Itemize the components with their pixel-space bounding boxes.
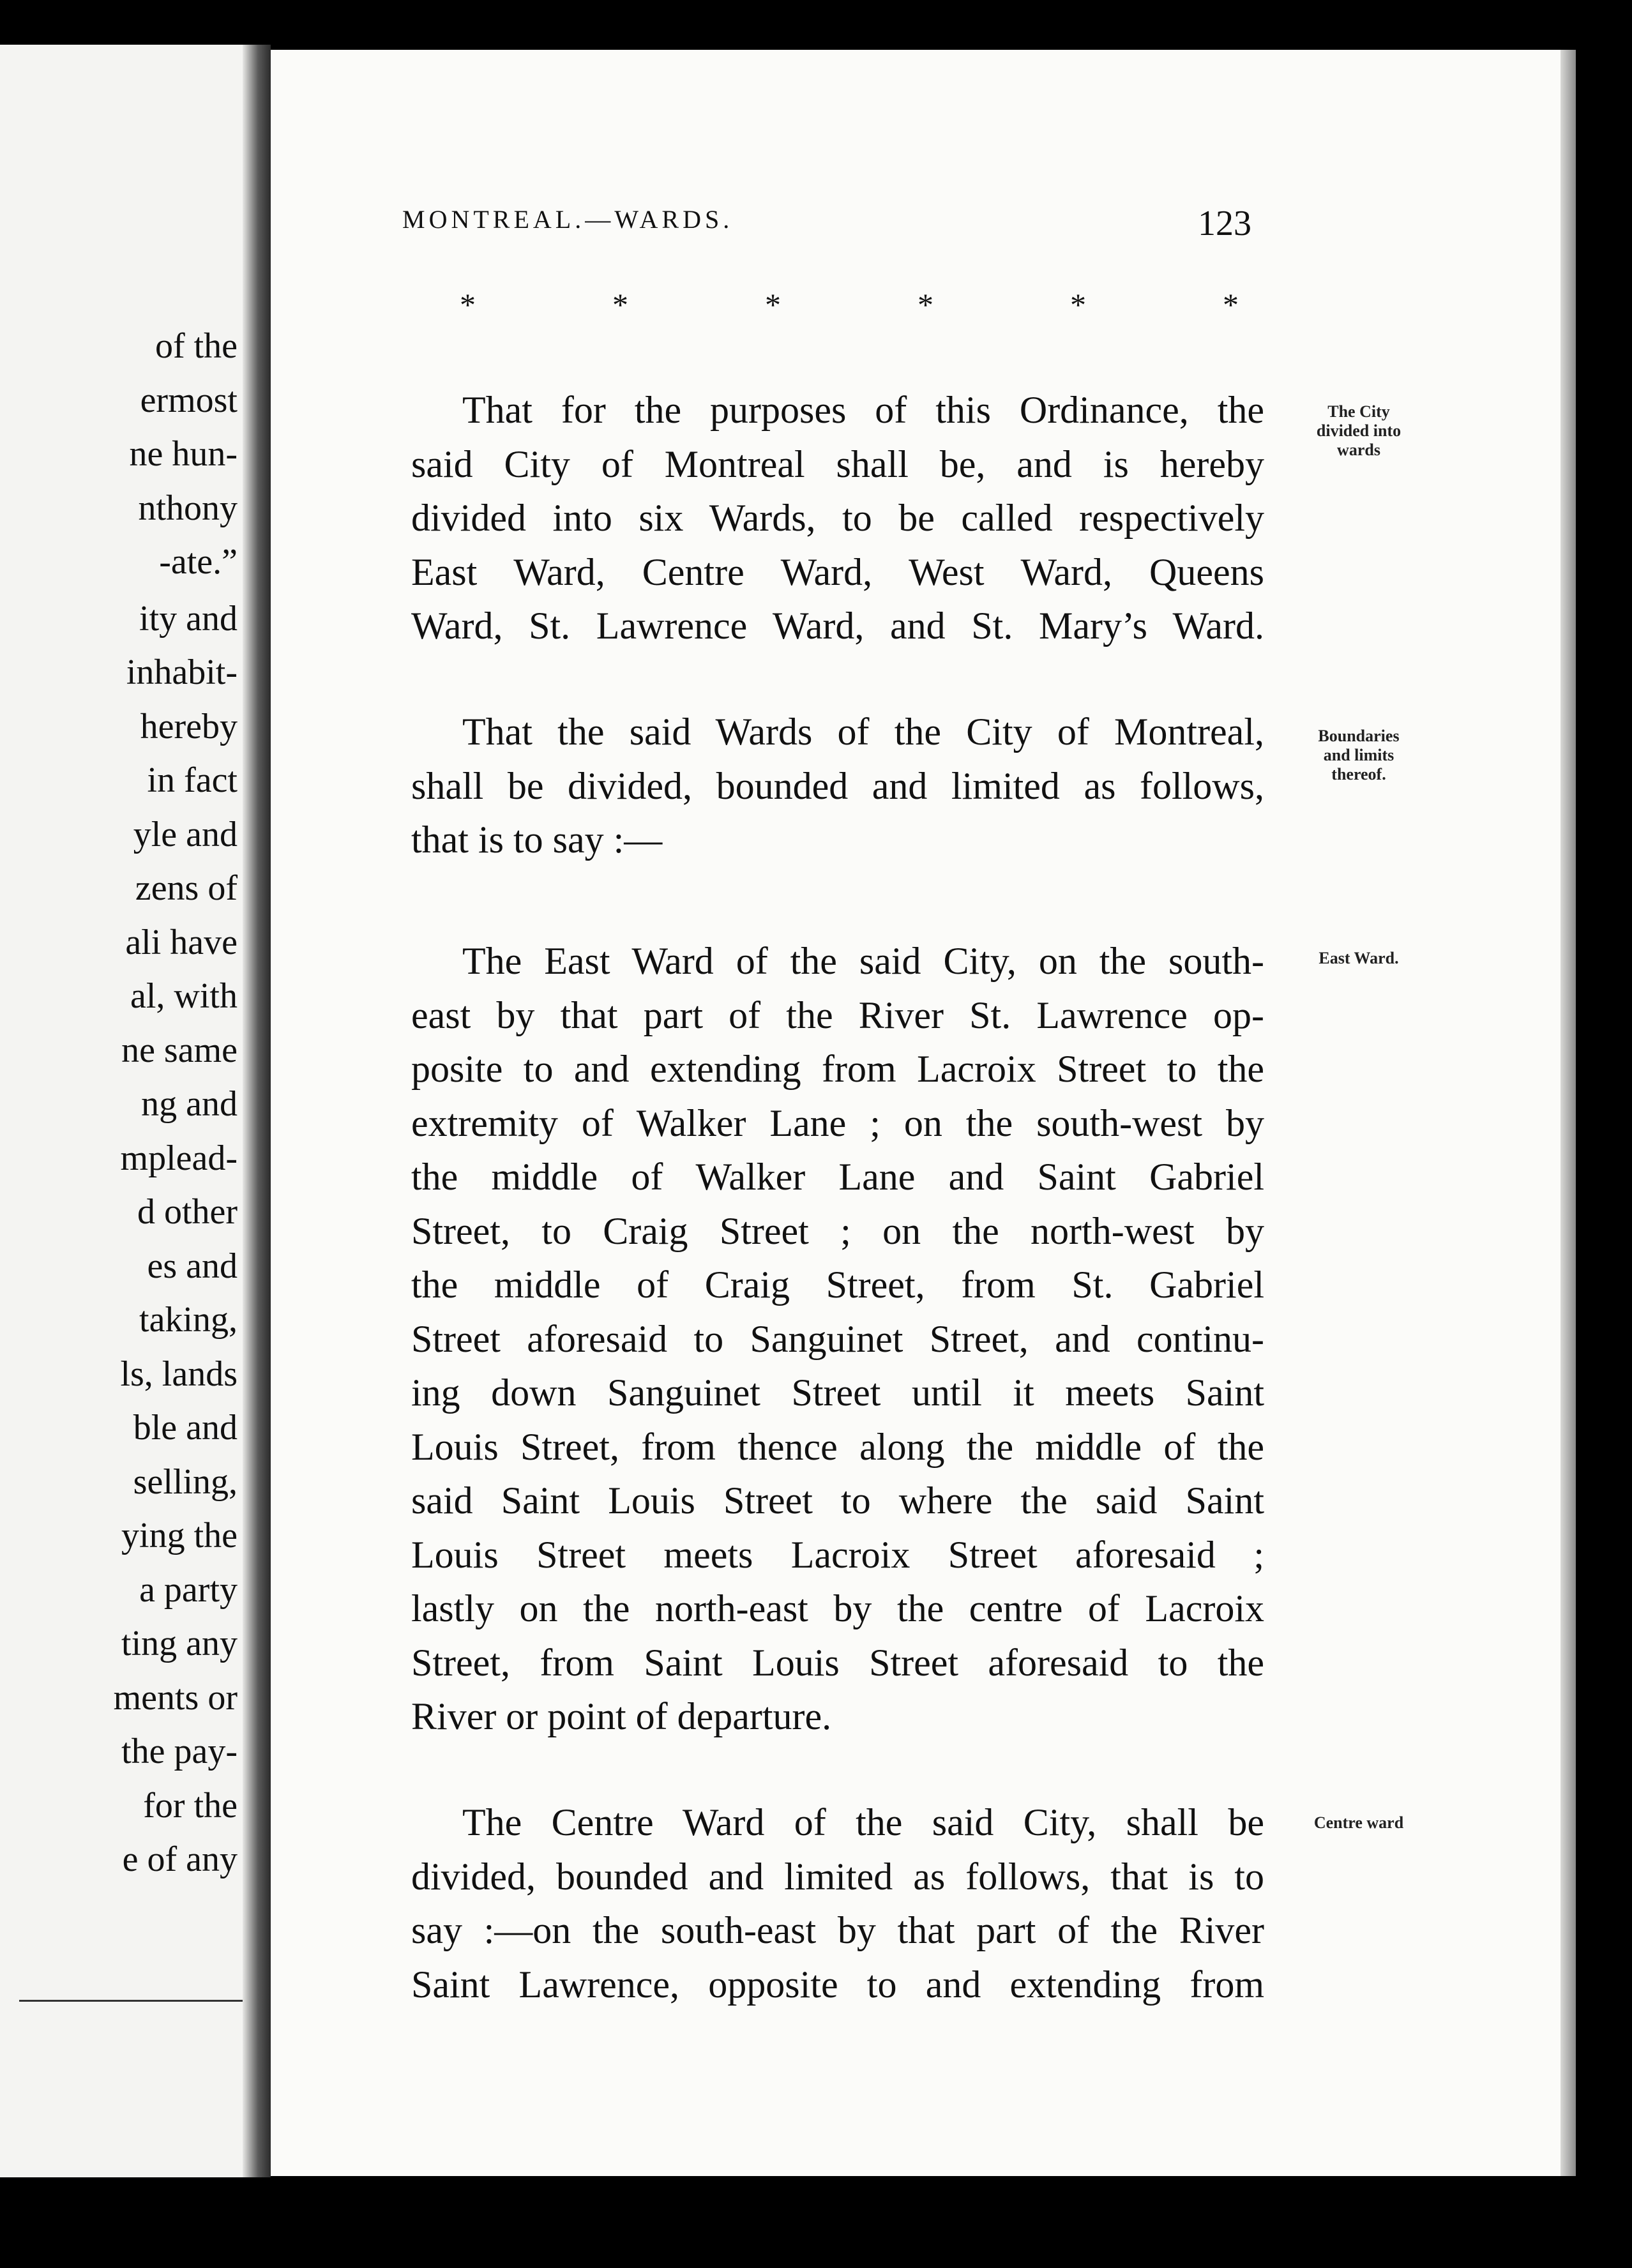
marginal-line: wards [1337,441,1380,459]
marginal-line: The City [1327,402,1390,421]
text-line: Street, to Craig Street ; on the north-west by [411,1209,1264,1252]
left-line: ls, lands [120,1354,238,1394]
text-line: That the said Wards of the City of Montreal, [462,711,1264,753]
left-line: ne same [121,1030,238,1070]
text-line: divided into six Wards, to be called respectively [411,497,1264,539]
left-page-text [114,319,238,1887]
marginal-line: East Ward. [1318,949,1399,967]
asterisk-row [460,286,1239,323]
marginal-note-city-divided [1282,402,1435,460]
running-head: MONTREAL.—WARDS. [402,205,734,234]
text-line: The Centre Ward of the said City, shall be [462,1801,1264,1843]
text-line: Street aforesaid to Sanguinet Street, and continu- [411,1317,1264,1360]
text-line: River or point of departure. [411,1695,832,1737]
left-line: taking, [139,1300,238,1340]
left-line: in fact [147,760,238,800]
left-line: for the [143,1785,238,1826]
left-line: ermost [140,380,238,420]
left-line: ity and [139,598,238,639]
left-line: ting any [121,1624,238,1663]
left-line: the pay- [121,1732,238,1771]
book-gutter [243,45,271,2177]
asterisk: * [918,287,933,322]
marginal-note-boundaries [1282,727,1435,784]
marginal-line: Boundaries [1318,727,1400,745]
marginal-note-east-ward [1282,949,1435,968]
left-line: yle and [133,814,238,854]
text-line: ing down Sanguinet Street until it meets Saint [411,1372,1264,1414]
marginal-line: thereof. [1331,765,1386,783]
left-line: selling, [133,1462,238,1502]
left-line: mplead- [120,1138,238,1178]
text-line: That for the purposes of this Ordinance, the [462,389,1264,431]
left-line: ne hun- [129,434,238,474]
text-line: that is to say :— [411,819,663,861]
text-line: the middle of Walker Lane and Saint Gabriel [411,1156,1264,1198]
text-line: extremity of Walker Lane ; on the south-west by [411,1101,1264,1144]
marginal-note-centre-ward [1282,1813,1435,1833]
left-line: hereby [140,706,238,746]
text-line: Louis Street, from thence along the middle of the [411,1425,1264,1468]
left-line: a party [139,1569,238,1610]
asterisk: * [612,287,628,322]
asterisk: * [1223,287,1239,322]
left-page [0,45,267,2177]
marginal-line: divided into [1316,421,1402,440]
text-line: shall be divided, bounded and limited as follows, [411,764,1264,807]
text-line: posite to and extending from Lacroix Street to the [411,1048,1264,1090]
text-line: lastly on the north-east by the centre of Lacroix [411,1587,1264,1629]
text-line: Louis Street meets Lacroix Street aforesaid ; [411,1533,1264,1576]
marginal-line: Centre ward [1313,1813,1404,1832]
left-line: ble and [133,1408,238,1448]
left-line: ments or [113,1677,238,1718]
left-line: ng and [141,1084,238,1124]
text-line: Street, from Saint Louis Street aforesaid to the [411,1641,1264,1684]
text-line: Ward, St. Lawrence Ward, and St. Mary’s Ward. [411,605,1264,647]
text-line: East Ward, Centre Ward, West Ward, Queens [411,550,1264,593]
text-line: Saint Lawrence, opposite to and extending from [411,1963,1264,2006]
left-line: of the [155,326,238,366]
left-line: es and [147,1246,238,1286]
left-line: zens of [135,868,238,908]
text-line: divided, bounded and limited as follows, that is to [411,1855,1264,1898]
text-line: said Saint Louis Street to where the said Saint [411,1479,1264,1522]
text-line: The East Ward of the said City, on the south- [462,940,1264,982]
page-edge [1560,50,1576,2176]
left-line: inhabit- [126,653,238,692]
text-line: say :—on the south-east by that part of the River [411,1909,1264,1951]
footnote-rule [19,2000,250,2002]
paragraph-wards-division [411,383,1264,653]
left-line: ying the [121,1516,238,1555]
left-line: ali have [125,922,238,962]
marginal-line: and limits [1323,746,1394,764]
asterisk: * [460,287,476,322]
left-line: d other [137,1192,238,1232]
left-line: al, with [130,976,238,1016]
left-line: -ate.” [159,542,238,582]
paragraph-boundaries [411,705,1264,867]
asterisk: * [1070,287,1086,322]
left-line: e of any [122,1840,238,1879]
left-line: nthony [138,488,238,528]
page-number: 123 [1198,204,1251,243]
text-line: said City of Montreal shall be, and is hereby [411,442,1264,485]
text-line: east by that part of the River St. Lawrence op- [411,994,1264,1036]
paragraph-centre-ward [411,1796,1264,2011]
asterisk: * [765,287,781,322]
text-line: the middle of Craig Street, from St. Gabriel [411,1264,1264,1306]
paragraph-east-ward [411,934,1264,1744]
